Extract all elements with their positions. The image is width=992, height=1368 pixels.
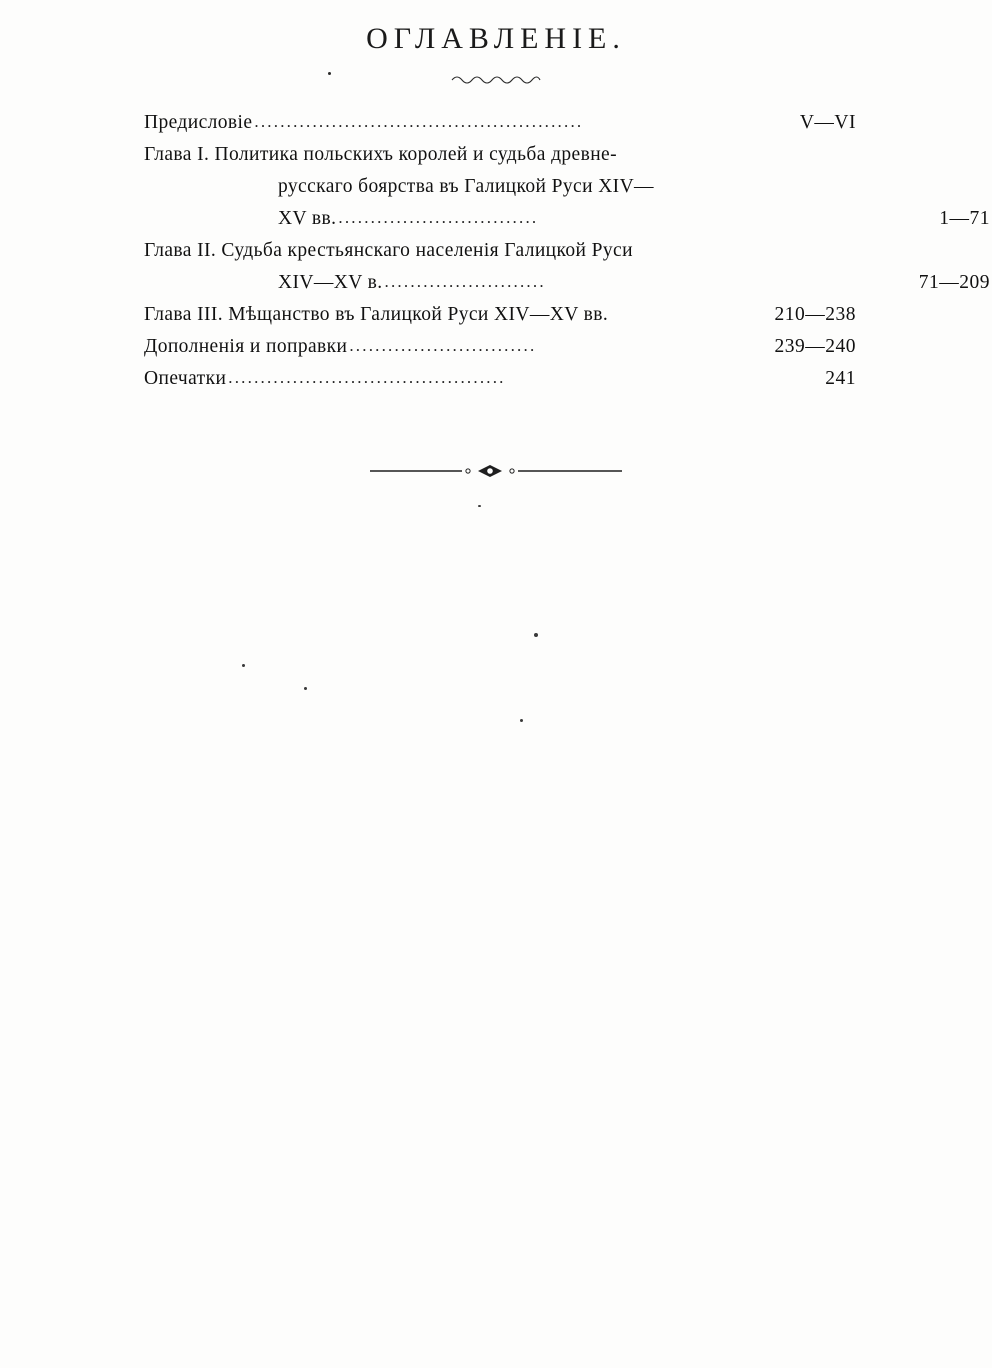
leader-dots: ................................................... xyxy=(254,112,584,131)
toc-entry-continuation xyxy=(144,204,990,234)
leader-dots: ............................... xyxy=(338,208,539,227)
leader-dots: ......................... xyxy=(384,272,546,291)
ink-speck xyxy=(520,719,523,722)
ink-speck xyxy=(328,72,331,75)
toc-entry-label: Дополненiя и поправки xyxy=(144,336,348,357)
toc-entry[interactable] xyxy=(144,332,856,362)
leader-dots: ........................................... xyxy=(228,368,506,387)
toc-entry-pages: 1—71 xyxy=(939,208,990,229)
ink-speck xyxy=(534,633,538,637)
section-divider-ornament xyxy=(0,462,992,485)
toc-entry-continuation xyxy=(144,268,990,298)
toc-entry-pages: 241 xyxy=(825,368,856,389)
toc-entry-pages: 210—238 xyxy=(774,304,856,325)
toc-entry[interactable] xyxy=(144,236,856,266)
toc-entry[interactable] xyxy=(144,108,856,138)
toc-entry-pages: 239—240 xyxy=(774,336,856,357)
title-squiggle-ornament xyxy=(0,72,992,91)
toc-entry-pages: 71—209 xyxy=(918,272,990,293)
toc-entry-continuation-text: русскаго боярства въ Галицкой Руси XIV— xyxy=(278,176,654,197)
toc-entry-label: Глава II. Судьба крестьянскаго населенiя Галицкой Руси xyxy=(144,240,633,261)
ink-speck xyxy=(478,505,481,507)
toc-entry-label: Глава III. Мѣщанство въ Галицкой Руси XIV—XV вв. xyxy=(144,304,609,325)
toc-entry-label: Опечатки xyxy=(144,368,227,389)
toc-entry-continuation xyxy=(144,172,990,202)
toc-entry-continuation-text: XIV—XV в. xyxy=(278,272,383,293)
ink-speck xyxy=(242,664,245,667)
toc-entry[interactable] xyxy=(144,140,856,170)
page-title: ОГЛАВЛЕНIЕ. xyxy=(366,22,626,55)
leader-dots: ............................. xyxy=(349,336,537,355)
toc-entry-pages: V—VI xyxy=(799,112,856,133)
table-of-contents xyxy=(144,108,990,396)
toc-entry[interactable] xyxy=(144,300,856,330)
toc-entry[interactable] xyxy=(144,364,856,394)
ink-speck xyxy=(304,687,307,690)
toc-entry-label: Предисловiе xyxy=(144,112,253,133)
toc-entry-label: Глава I. Политика польскихъ королей и судьба древне- xyxy=(144,144,617,165)
toc-entry-continuation-text: XV вв. xyxy=(278,208,337,229)
